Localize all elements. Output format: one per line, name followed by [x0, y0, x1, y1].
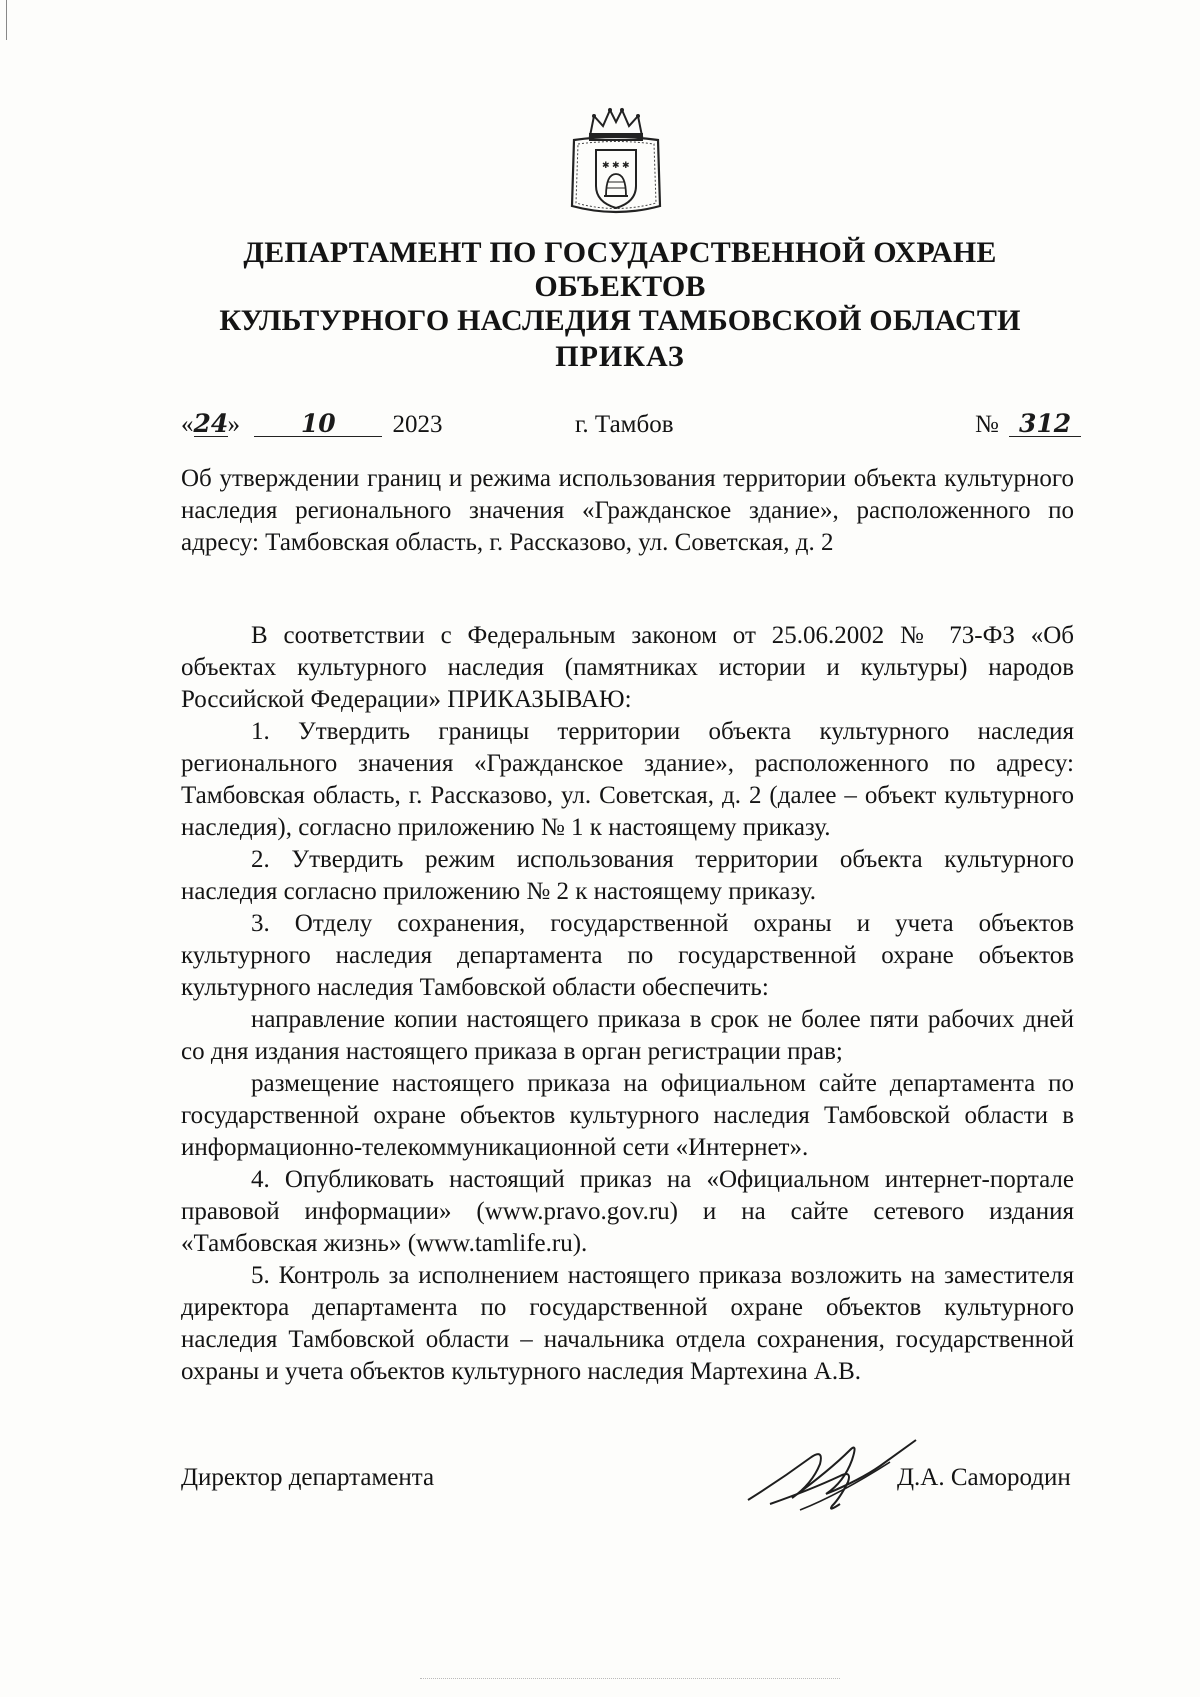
clause-5-paragraph: 5. Контроль за исполнением настоящего приказа возложить на заместителя директора департамента по государственной охране объектов культурного наследия Тамбовской области – начальника отдела сохранения, государственной охраны и учета объектов культурного наследия Мартехина А.В.: [181, 1262, 1074, 1385]
clause-1-paragraph: 1. Утвердить границы территории объекта культурного наследия регионального значения «Гражданское здание», расположенного по адресу: Тамбовская область, г. Рассказово, ул. Советская, д. 2 (далее – объект культурного наследия), согласно приложению № 1 к настоящему приказу.: [181, 718, 1074, 841]
coat-of-arms-emblem: [568, 106, 664, 222]
svg-text:✱: ✱: [602, 161, 610, 171]
page-footer-noise: [420, 1678, 840, 1681]
document-type-title: ПРИКАЗ: [555, 340, 685, 373]
signature-icon: [740, 1420, 920, 1520]
date-year: 2023: [392, 411, 443, 438]
department-name-line2: КУЛЬТУРНОГО НАСЛЕДИЯ ТАМБОВСКОЙ ОБЛАСТИ: [219, 304, 1021, 337]
preamble-paragraph: В соответствии с Федеральным законом от 25.06.2002 № 73-ФЗ «Об объектах культурного наследия (памятниках истории и культуры) народов Российской Федерации» ПРИКАЗЫВАЮ:: [181, 622, 1074, 713]
order-body: [181, 620, 1074, 1388]
clause-4-paragraph: 4. Опубликовать настоящий приказ на «Официальном интернет-портале правовой информации» (www.pravo.gov.ru) и на сайте сетевого издания «Тамбовская жизнь» (www.tamlife.ru).: [181, 1166, 1074, 1257]
clause-2-paragraph: 2. Утвердить режим использования территории объекта культурного наследия согласно приложению № 2 к настоящему приказу.: [181, 846, 1074, 905]
department-name: [180, 236, 1060, 338]
number-value: 312: [1009, 412, 1081, 437]
signatory-position: Директор департамента: [181, 1464, 435, 1491]
svg-text:✱: ✱: [622, 161, 630, 171]
date-open-quote: «: [181, 411, 194, 438]
clause-3-item-2-paragraph: размещение настоящего приказа на официальном сайте департамента по государственной охране объектов культурного наследия Тамбовской области в информационно-телекоммуникационной сети «Интернет».: [181, 1070, 1074, 1161]
date-close-quote: »: [227, 411, 240, 438]
date-day: 24: [193, 409, 229, 438]
department-name-line1: ДЕПАРТАМЕНТ ПО ГОСУДАРСТВЕННОЙ ОХРАНЕ ОБЪЕКТОВ: [243, 236, 997, 303]
clause-3-item-1-paragraph: направление копии настоящего приказа в срок не более пяти рабочих дней со дня издания настоящего приказа в орган регистрации прав;: [181, 1006, 1074, 1065]
order-city: г. Тамбов: [575, 411, 674, 438]
signatory-name: Д.А. Самородин: [897, 1464, 1071, 1491]
page-edge-line: [6, 0, 7, 40]
number-sign: №: [975, 411, 999, 438]
coat-of-arms-icon: [568, 106, 664, 222]
order-number: [975, 410, 1081, 440]
date-month: 10: [254, 412, 382, 437]
order-subject: Об утверждении границ и режима использования территории объекта культурного наследия регионального значения «Гражданское здание», расположенного по адресу: Тамбовская область, г. Рассказово, ул. Советская, д. 2: [181, 465, 1074, 556]
svg-text:✱: ✱: [612, 161, 620, 171]
clause-3-paragraph: 3. Отделу сохранения, государственной охраны и учета объектов культурного наследия департамента по государственной охране объектов культурного наследия Тамбовской области обеспечить:: [181, 910, 1074, 1001]
order-date: [181, 410, 443, 440]
handwritten-signature: [740, 1420, 920, 1520]
